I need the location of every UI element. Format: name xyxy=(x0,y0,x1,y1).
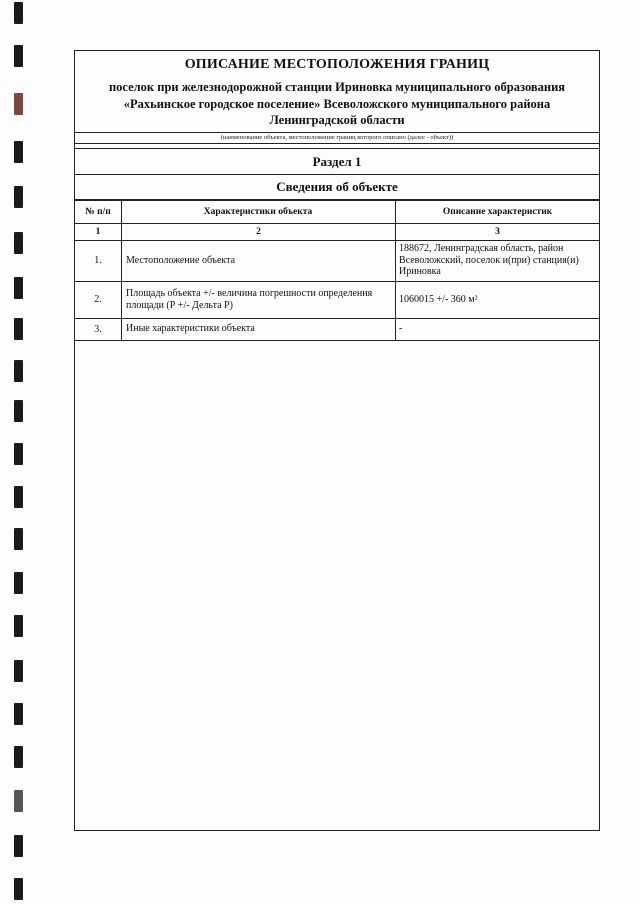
row-characteristic: Местоположение объекта xyxy=(122,240,396,281)
section-title: Раздел 1 xyxy=(75,148,599,175)
object-name-line: «Рахьинское городское поселение» Всеволожского муниципального района xyxy=(123,96,551,111)
object-info-table xyxy=(75,200,599,341)
binding-hole-mark xyxy=(14,878,23,900)
header-characteristic: Характеристики объекта xyxy=(122,200,396,223)
binding-hole-mark xyxy=(14,790,23,812)
binding-hole-mark xyxy=(14,835,23,857)
row-characteristic: Иные характеристики объекта xyxy=(122,318,396,340)
title-block xyxy=(75,51,599,133)
binding-hole-mark xyxy=(14,93,23,115)
binding-hole-mark xyxy=(14,186,23,208)
binding-hole-mark xyxy=(14,277,23,299)
binding-hole-mark xyxy=(14,703,23,725)
section-subtitle: Сведения об объекте xyxy=(75,175,599,200)
binding-hole-mark xyxy=(14,2,23,24)
table-row xyxy=(75,281,599,318)
binding-hole-mark xyxy=(14,486,23,508)
binding-holes xyxy=(14,0,26,905)
row-number: 3. xyxy=(75,318,122,340)
column-number: 3 xyxy=(396,223,600,240)
binding-hole-mark xyxy=(14,528,23,550)
column-numbers-row xyxy=(75,223,599,240)
column-number: 1 xyxy=(75,223,122,240)
document-frame xyxy=(74,50,600,831)
header-description: Описание характеристик xyxy=(396,200,600,223)
binding-hole-mark xyxy=(14,45,23,67)
table-row xyxy=(75,318,599,340)
binding-hole-mark xyxy=(14,443,23,465)
binding-hole-mark xyxy=(14,318,23,340)
object-name-line: Ленинградской области xyxy=(269,113,405,127)
table-header-row xyxy=(75,200,599,223)
row-description: 188672, Ленинградская область, район Всеволожский, поселок и(при) станция(и) Ириновка xyxy=(396,240,600,281)
binding-hole-mark xyxy=(14,141,23,163)
binding-hole-mark xyxy=(14,232,23,254)
row-description: - xyxy=(396,318,600,340)
document-title: ОПИСАНИЕ МЕСТОПОЛОЖЕНИЯ ГРАНИЦ xyxy=(184,57,490,72)
row-description: 1060015 +/- 360 м² xyxy=(396,281,600,318)
binding-hole-mark xyxy=(14,660,23,682)
object-name-line: поселок при железнодорожной станции Ириновка муниципального образования xyxy=(108,80,566,94)
binding-hole-mark xyxy=(14,746,23,768)
binding-hole-mark xyxy=(14,615,23,637)
binding-hole-mark xyxy=(14,400,23,422)
header-num: № п/п xyxy=(75,200,122,223)
binding-hole-mark xyxy=(14,572,23,594)
object-caption: (наименование объекта, местоположение границ которого описано (далее - объект)) xyxy=(75,133,599,144)
column-number: 2 xyxy=(122,223,396,240)
binding-hole-mark xyxy=(14,360,23,382)
row-number: 2. xyxy=(75,281,122,318)
table-row xyxy=(75,240,599,281)
row-characteristic: Площадь объекта +/- величина погрешности определения площади (Р +/- Дельта Р) xyxy=(122,281,396,318)
row-number: 1. xyxy=(75,240,122,281)
